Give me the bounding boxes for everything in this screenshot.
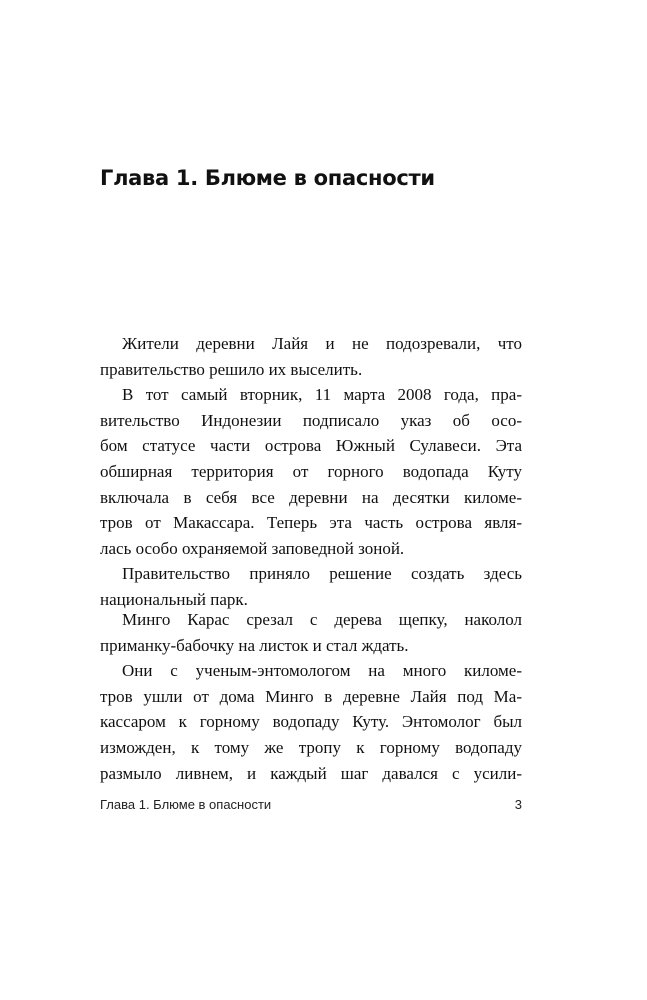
text-line: вительство Индонезии подписало указ об осо-: [100, 410, 522, 430]
chapter-title: Глава 1. Блюме в опасности: [100, 166, 435, 190]
text-line: размыло ливнем, и каждый шаг давался с усили-: [100, 763, 522, 783]
text-block-1: [100, 331, 522, 613]
text-line: бом статусе части острова Южный Сулавеси. Эта: [100, 436, 522, 456]
text-line: кассаром к горному водопаду Куту. Энтомолог был: [100, 712, 522, 732]
text-line: Минго Карас срезал с дерева щепку, наколол: [122, 610, 522, 629]
text-line: включала в себя все деревни на десятки киломе-: [100, 487, 522, 507]
page-number: 3: [514, 797, 522, 812]
text-line: национальный парк.: [100, 589, 248, 609]
text-line: изможден, к тому же тропу к горному водопаду: [100, 737, 522, 757]
text-line: Правительство приняло решение создать здесь: [122, 564, 522, 584]
text-line: приманку-бабочку на листок и стал ждать.: [100, 635, 409, 655]
text-line: Они с ученым-энтомологом на много киломе-: [122, 661, 522, 681]
running-footer-title: Глава 1. Блюме в опасности: [100, 797, 272, 812]
text-line: тров ушли от дома Минго в деревне Лайя под Ма-: [100, 686, 522, 706]
text-line: правительство решило их выселить.: [100, 359, 363, 379]
text-line: лась особо охраняемой заповедной зоной.: [100, 538, 405, 558]
text-line: тров от Макассара. Теперь эта часть острова явля-: [100, 513, 522, 533]
text-line: обширная территория от горного водопада Куту: [100, 461, 522, 481]
text-line: Жители деревни Лайя и не подозревали, что: [122, 334, 522, 353]
text-line: В тот самый вторник, 11 марта 2008 года, пра-: [122, 385, 522, 405]
text-block-2: [100, 607, 522, 786]
